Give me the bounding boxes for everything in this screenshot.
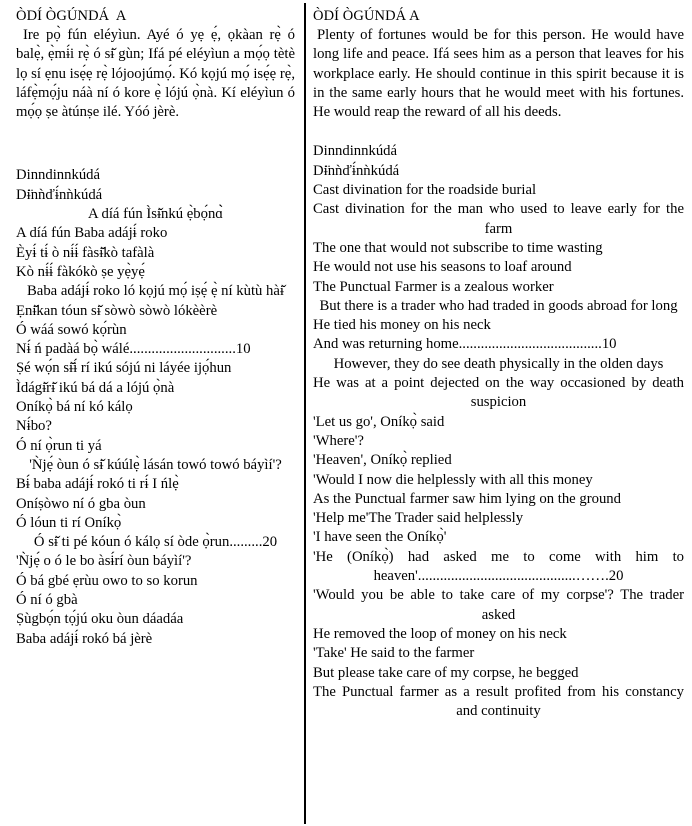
left-verse-line: Nɨ́ ń padàá bọ̀ wálé.............................10 bbox=[16, 341, 251, 358]
right-verse-line: He removed the loop of money on his neck bbox=[313, 625, 567, 642]
right-verse-line: 'Help me'The Trader said helplessly bbox=[313, 510, 524, 527]
left-verse-line: Ó lóun ti rí Oníkọ̀ bbox=[16, 514, 122, 531]
right-verse-line: And was returning home.......................................10 bbox=[313, 336, 617, 353]
right-verse-line: As the Punctual farmer saw him lying on the ground bbox=[313, 490, 621, 507]
left-column-verse bbox=[16, 166, 295, 648]
right-verse-line: Cast divination for the man who used to leave early for the farm bbox=[313, 201, 684, 237]
left-verse-line: Ṣé wọ́n sɨ̌ɨ́ rí ikú sójú ni láyée ijọ́hun bbox=[16, 360, 232, 377]
right-column-english bbox=[306, 0, 692, 826]
right-verse-line: 'I have seen the Oníkọ̀' bbox=[313, 529, 447, 546]
left-verse-line: Baba adájɨ́ rokó bá jèrè bbox=[16, 630, 153, 647]
right-verse-line: He was at a point dejected on the way occasioned by death suspicion bbox=[313, 375, 684, 411]
right-verse-line: The Punctual farmer as a result profited from his constancy and continuity bbox=[313, 683, 684, 720]
left-verse-line: Dinndinnkúdá bbox=[16, 167, 101, 184]
right-verse-line: 'Take' He said to the farmer bbox=[313, 645, 475, 662]
right-verse-line: He would not use his seasons to loaf around bbox=[313, 259, 572, 276]
right-verse-line: But there is a trader who had traded in goods abroad for long bbox=[319, 297, 678, 314]
left-verse-line: Ó bá gbé ẹrùu owo to so korun bbox=[16, 572, 198, 589]
left-column-spacer bbox=[16, 122, 295, 166]
left-verse-line: 'Ǹjẹ́ o ó le bo àsɨ́rí òun báyìí'? bbox=[16, 553, 192, 570]
right-verse-line: He tied his money on his neck bbox=[313, 317, 491, 334]
left-verse-line: A díá fún Baba adájɨ́ roko bbox=[16, 225, 168, 242]
left-verse-line: Ó wáá sowó kọ́rùn bbox=[16, 321, 127, 338]
left-verse-line: Ó ní ó gbà bbox=[16, 592, 78, 609]
left-column-heading: ÒDÍ ÒGÚNDÁ A bbox=[16, 8, 127, 24]
right-verse-line: 'Where'? bbox=[313, 432, 364, 449]
right-verse-line: The Punctual Farmer is a zealous worker bbox=[313, 278, 554, 295]
left-verse-line: 'Ǹjẹ́ òun ó sɨ̌ kúúlẹ̀ lásán towó towó báyìí'? bbox=[29, 456, 282, 473]
left-verse-line: Nɨ́bo? bbox=[16, 418, 52, 435]
right-verse-line: 'Would you be able to take care of my corpse'? The trader asked bbox=[313, 587, 684, 623]
left-verse-line: Ìdágɨ̌rɨ̌ ikú bá dá a lójú ọ̀nà bbox=[16, 379, 175, 396]
left-verse-line: Dɨ̈nǹďɨ́nǹkúdá bbox=[16, 186, 103, 203]
right-verse-line: Dinndinnkúdá bbox=[313, 143, 398, 160]
right-column-spacer bbox=[313, 122, 684, 142]
left-verse-line: Ẹnɨ̌kan tóun sɨ̌ sòwò sòwò lókèèrè bbox=[16, 302, 218, 319]
right-verse-line: The one that would not subscribe to time wasting bbox=[313, 239, 603, 256]
right-column-verse bbox=[313, 142, 684, 721]
left-verse-line: Ó ní ọ̀run ti yá bbox=[16, 437, 102, 454]
left-verse-line: A díá fún Ìsɨ̌nkú ẹ̀bọ́nɑ̀̀ bbox=[88, 206, 223, 223]
left-verse-line: Bɨ́ baba adájɨ́ rokó ti rɨ́ I ńlẹ̀ bbox=[16, 476, 179, 493]
right-column-paragraph: Plenty of fortunes would be for this person. He would have long life and peace. Ifá sees him as a person that leaves for his workplace early. He should continue in this spirit because it is in the same early hours that he would meet with his fortunes. He would reap the reward of all his deeds. bbox=[313, 27, 684, 121]
left-column-paragraph: Ire pọ̀ fún eléyìun. Ayé ó yẹ ẹ́, ọkàan rẹ̀ ó balẹ̀, ẹ̀mɨ́i rẹ̀ ó sɨ̌ gùn; Ifá pé eléyìun a mọ́ọ tètè lọ sí ẹnu isẹ́ẹ rẹ̀ lójoojúmọ́. Kó kọjú mọ́ isẹ́ẹ rẹ̀, láfẹ̀mọ́ju náà ní ó kore ẹ̀ lójú ọ̀nà. Kí eléyìun ó mọ́ọ ṣe àtúnṣe ilé. Yóó jèrè. bbox=[16, 27, 295, 121]
left-verse-line: Oníṣòwo ní ó gba òun bbox=[16, 495, 146, 512]
left-verse-line: Ṣùgbọ́n tọ́jú oku òun dáadáa bbox=[16, 611, 184, 628]
left-verse-line: Oníkọ̀ bá ní kó kálọ bbox=[16, 399, 133, 416]
left-verse-line: Baba adájɨ́ roko ló kọjú mọ́ iṣẹ́ ẹ̀ ní kùtù hàɨ̌ bbox=[27, 283, 284, 300]
left-verse-line: Kò nɨ́ɨ́ fàkókò ṣe yẹ̀yẹ́ bbox=[16, 263, 145, 280]
left-verse-line: Ó sɨ̌ ti pé kóun ó kálọ sí òde ọ̀run.........20 bbox=[33, 534, 278, 551]
right-verse-line: 'Would I now die helplessly with all this money bbox=[313, 471, 593, 488]
right-verse-line: Dɨ̈nǹďɨ́nǹkúdá bbox=[313, 162, 400, 179]
right-verse-line: 'He (Oníkọ̀) had asked me to come with him to heaven'...........................................…….20 bbox=[313, 548, 684, 585]
right-verse-line: 'Let us go', Oníkọ̀ said bbox=[313, 413, 445, 430]
right-verse-line: Cast divination for the roadside burial bbox=[313, 182, 537, 199]
left-verse-line: Èyɨ́ tɨ́ ò nɨ́ɨ́ fàsɨ̌kò tafàlà bbox=[16, 244, 155, 261]
left-column-yoruba bbox=[0, 0, 304, 826]
right-verse-line: However, they do see death physically in the olden days bbox=[333, 355, 664, 372]
right-verse-line: But please take care of my corpse, he begged bbox=[313, 664, 579, 681]
right-column-heading: ÒDÍ ÒGÚNDÁ A bbox=[313, 8, 420, 24]
right-verse-line: 'Heaven', Oníkọ̀ replied bbox=[313, 452, 452, 469]
